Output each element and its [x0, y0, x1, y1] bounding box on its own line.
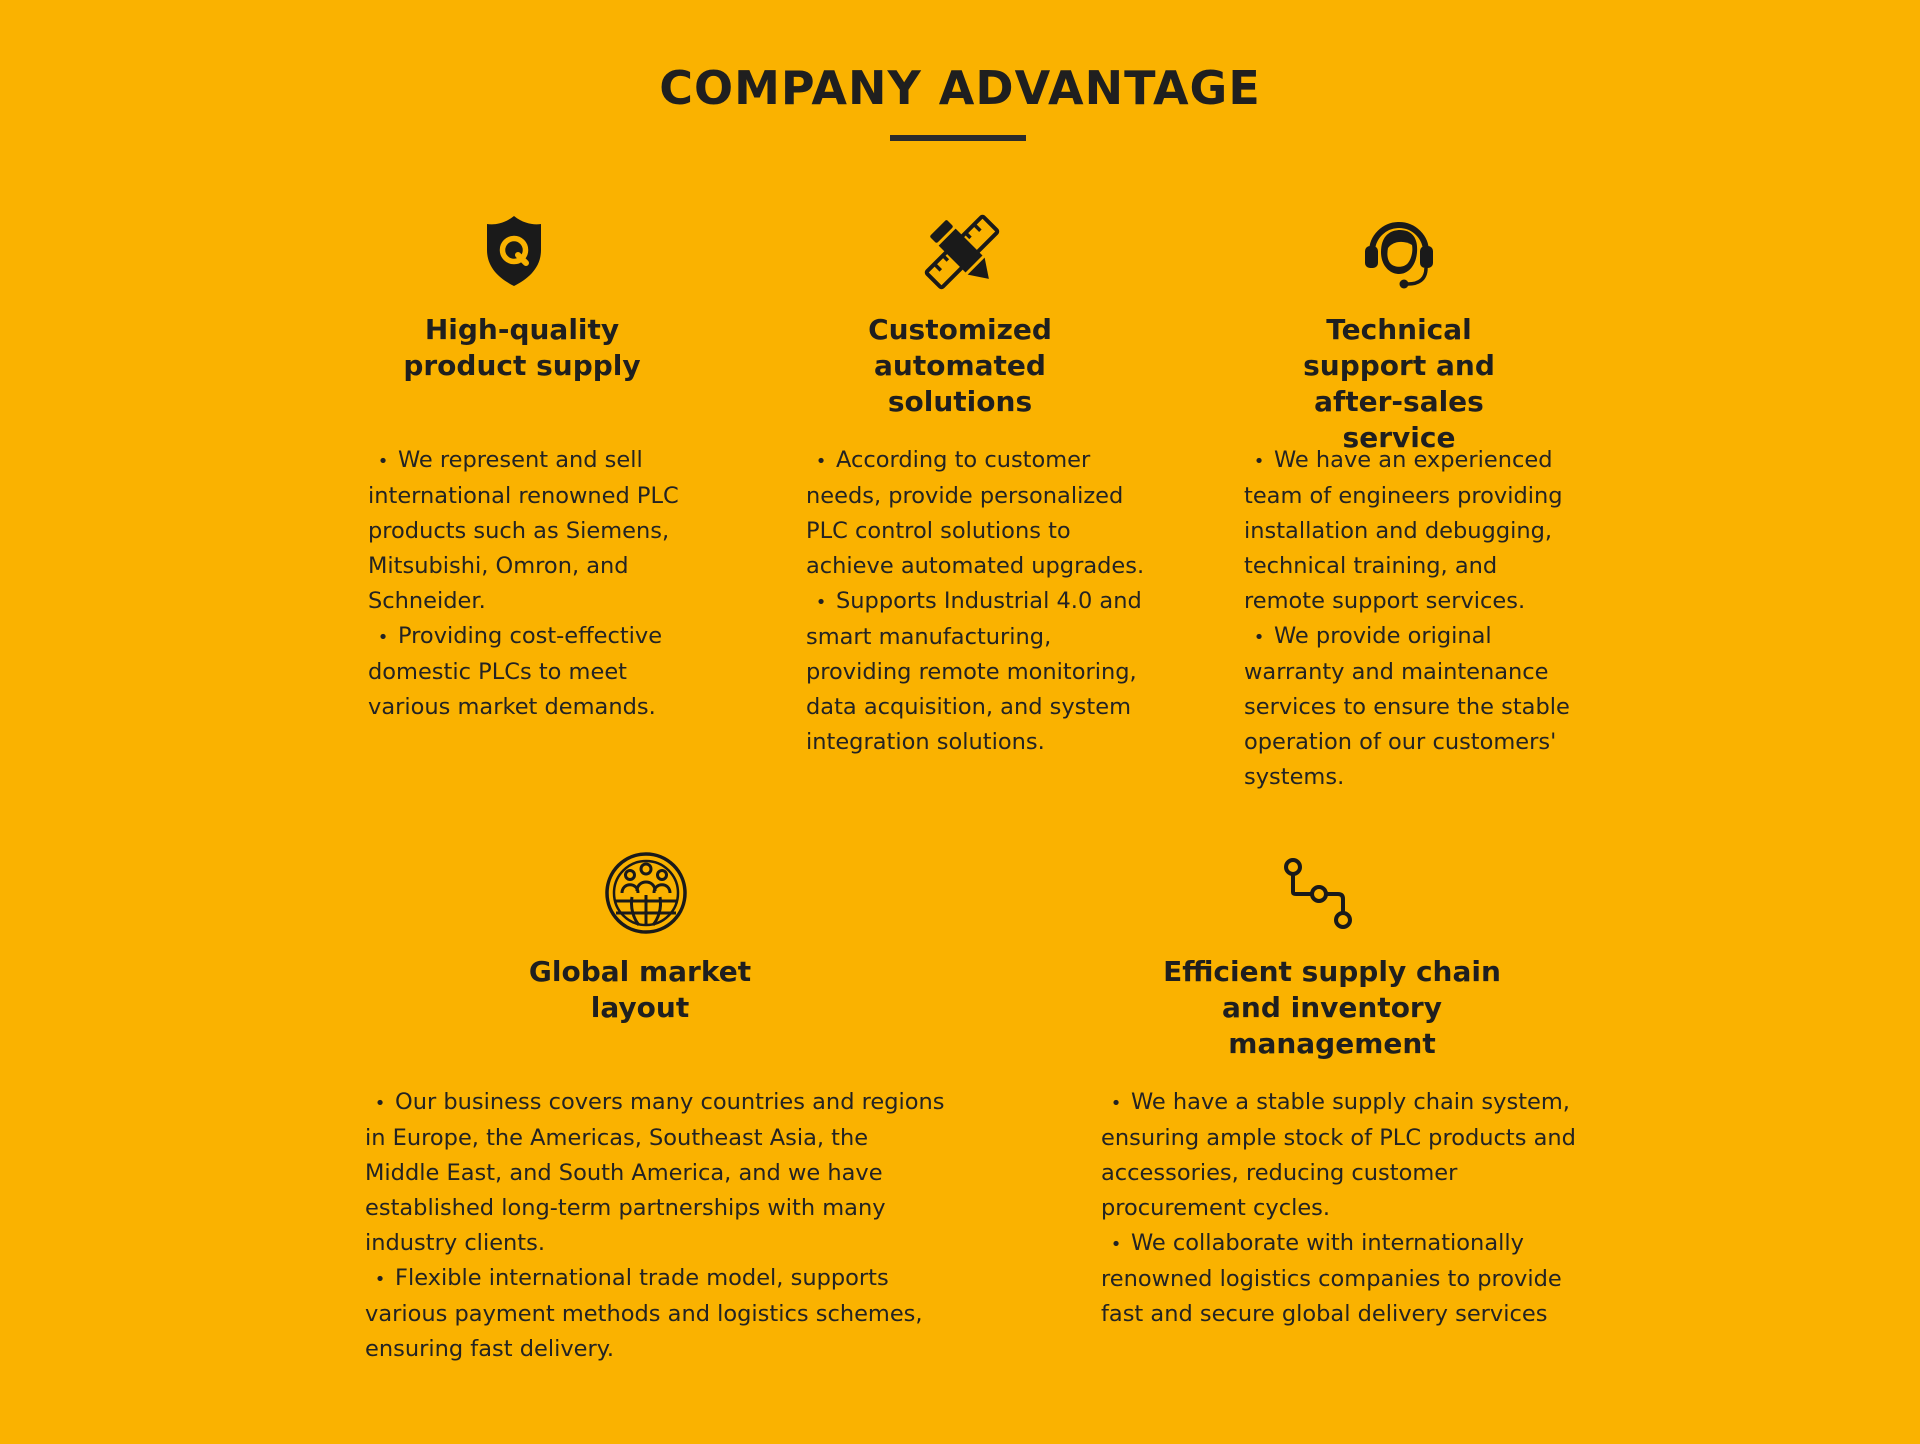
card-bullets-supply-chain [1101, 1085, 1581, 1332]
card-title-solutions: Customized automated solutions [868, 313, 1052, 418]
bullet-item: • Supports Industrial 4.0 and smart manufacturing, providing remote monitoring, data acquisition, and system integration solutions. [806, 584, 1146, 760]
card-title-support: Technical support and after-sales service [1303, 313, 1495, 454]
page-title: COMPANY ADVANTAGE [659, 61, 1261, 115]
card-bullets-quality [368, 443, 698, 725]
bullet-item: • Flexible international trade model, supports various payment methods and logistics schemes, ensuring fast delivery. [365, 1261, 945, 1367]
bullet-item: • According to customer needs, provide personalized PLC control solutions to achieve automated upgrades. [806, 443, 1146, 584]
card-title-supply-chain: Efficient supply chain and inventory management [1163, 955, 1501, 1060]
bullet-item: • We collaborate with internationally renowned logistics companies to provide fast and secure global delivery services [1101, 1226, 1581, 1332]
pencil-ruler-icon [924, 214, 1000, 290]
shield-q-icon [484, 214, 544, 288]
bullet-item: • We provide original warranty and maintenance services to ensure the stable operation of our customers' systems. [1244, 619, 1574, 795]
card-bullets-support [1244, 443, 1574, 795]
title-underline [890, 135, 1026, 141]
card-title-global: Global market layout [528, 955, 752, 1024]
headset-support-icon [1360, 212, 1438, 290]
bullet-item: • We have a stable supply chain system, ensuring ample stock of PLC products and accessories, reducing customer procurement cycles. [1101, 1085, 1581, 1226]
route-path-icon [1282, 856, 1354, 932]
card-bullets-global [365, 1085, 945, 1367]
card-bullets-solutions [806, 443, 1146, 760]
bullet-item: • We represent and sell international renowned PLC products such as Siemens, Mitsubishi, Omron, and Schneider. [368, 443, 698, 619]
globe-people-icon [604, 851, 688, 935]
bullet-item: • Our business covers many countries and regions in Europe, the Americas, Southeast Asia, the Middle East, and South America, and we have established long-term partnerships with many industry clients. [365, 1085, 945, 1261]
card-title-quality: High-quality product supply [403, 313, 641, 382]
bullet-item: • Providing cost-effective domestic PLCs to meet various market demands. [368, 619, 698, 725]
bullet-item: • We have an experienced team of engineers providing installation and debugging, technical training, and remote support services. [1244, 443, 1574, 619]
